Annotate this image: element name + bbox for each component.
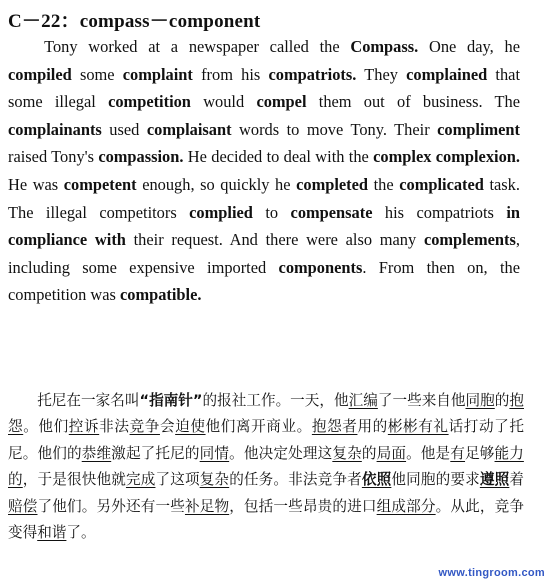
translated-term: 控诉 xyxy=(68,418,100,436)
vocab-word: complaisant xyxy=(146,119,232,139)
text-run: 会 xyxy=(159,418,176,436)
translated-term: 迫使 xyxy=(175,418,206,436)
translated-term: 完成 xyxy=(125,471,156,489)
chinese-paragraph xyxy=(8,388,524,546)
vocab-word: compatriots. xyxy=(268,64,357,84)
translated-term: 彬彬有礼 xyxy=(387,418,449,436)
text-run: 。他决定处理这 xyxy=(229,444,333,462)
translated-term: 恭维 xyxy=(81,444,112,462)
text-run: the xyxy=(368,174,400,194)
text-run: 了他们。另外还有一些 xyxy=(37,497,185,515)
vocab-word: competent xyxy=(63,174,137,194)
translated-term: 赔偿 xyxy=(8,497,38,515)
vocab-word: complaint xyxy=(122,64,193,84)
text-run: 非法 xyxy=(99,418,130,436)
text-run: his compatriots xyxy=(372,202,507,222)
text-run: He decided to deal with the xyxy=(183,147,374,167)
text-run: They xyxy=(356,64,407,84)
vocab-word: complained xyxy=(406,64,488,84)
text-run: words to move Tony. Their xyxy=(231,119,438,139)
translated-term: 补足物 xyxy=(184,497,230,515)
translated-term: 和谐 xyxy=(37,524,67,542)
vocab-word: complicated xyxy=(399,174,484,194)
vocab-word: components xyxy=(278,257,363,277)
text-run: 足够 xyxy=(465,444,495,462)
translated-term: 汇编 xyxy=(348,392,378,409)
english-passage xyxy=(8,33,520,309)
vocab-word: complex complexion. xyxy=(373,147,520,167)
text-run: enough, so quickly he xyxy=(136,174,297,194)
translated-term: 组成部分 xyxy=(376,497,436,515)
text-run: raised Tony's xyxy=(8,147,99,167)
text-run: 。从此，竞争变得 xyxy=(8,497,524,542)
text-run: 的任务。非法竞争者 xyxy=(229,471,362,489)
text-run: 他同胞的要求 xyxy=(391,471,480,489)
vocab-word: compatible. xyxy=(119,285,202,305)
text-run: ，于是很快他就 xyxy=(22,471,126,489)
translated-term: 抱怨者 xyxy=(311,418,358,436)
text-run: 了。 xyxy=(66,524,96,542)
english-paragraph xyxy=(8,33,520,309)
text-run: 了一些来自他 xyxy=(377,392,466,409)
text-run: . From then on, the competition was xyxy=(8,257,520,305)
text-run: 用的 xyxy=(357,418,388,436)
watermark: www.tingroom.com xyxy=(438,567,545,579)
text-run: 了这项 xyxy=(155,471,200,489)
text-run: used xyxy=(101,119,147,139)
section-heading: C－22：compass－component xyxy=(8,11,261,32)
text-run: from his xyxy=(192,64,269,84)
translated-term: 能力的 xyxy=(8,444,524,489)
text-run: 激起了托尼的 xyxy=(111,444,200,462)
text-run: that some illegal xyxy=(8,64,520,112)
vocab-word: compiled xyxy=(8,64,72,84)
translated-term: 局面 xyxy=(376,444,407,462)
vocab-word: complainants xyxy=(8,119,102,139)
text-run: 的 xyxy=(494,392,510,409)
vocab-word: compel xyxy=(256,92,307,112)
text-run: 着 xyxy=(509,471,524,489)
translated-term: “指南针” xyxy=(139,392,203,409)
text-run: One day, he xyxy=(418,37,520,56)
text-run: 的 xyxy=(361,444,377,462)
vocab-word: complements xyxy=(423,230,516,250)
vocab-word: Compass. xyxy=(350,37,419,56)
chinese-translation xyxy=(8,388,524,546)
text-run: 。他们 xyxy=(23,418,69,436)
text-run: task. The illegal competitors xyxy=(8,174,520,222)
text-run: 托尼在一家名叫 xyxy=(37,392,140,409)
vocab-word: complied xyxy=(189,202,253,222)
vocab-word: compliment xyxy=(437,119,521,139)
translated-term: 复杂 xyxy=(199,471,230,489)
translated-term: 有 xyxy=(450,444,466,462)
text-run: ，包括一些昂贵的进口 xyxy=(229,497,377,515)
text-run: their request. And there were also many xyxy=(125,230,424,250)
translated-term: 复杂 xyxy=(332,444,362,462)
translated-term: 抱怨 xyxy=(8,392,524,436)
vocab-word: compensate xyxy=(290,202,373,222)
text-run: 的报社工作。一天，他 xyxy=(202,392,349,409)
text-run: Tony worked at a newspaper called the xyxy=(44,37,351,56)
text-run: 他们离开商业。 xyxy=(205,418,312,436)
vocab-word: competition xyxy=(108,92,191,112)
text-run: would xyxy=(190,92,257,112)
vocab-word: completed xyxy=(296,174,369,194)
vocab-word: in compliance with xyxy=(8,202,520,250)
translated-term: 依照 xyxy=(361,471,392,489)
translated-term: 同情 xyxy=(199,444,230,462)
text-run: He was xyxy=(8,174,64,194)
text-run: them out of business. The xyxy=(306,92,520,112)
text-run: to xyxy=(252,202,291,222)
translated-term: 同胞 xyxy=(465,392,495,409)
text-run: , including some expensive imported xyxy=(8,230,520,277)
vocab-word: compassion. xyxy=(98,147,184,167)
translated-term: 竞争 xyxy=(129,418,160,436)
text-run: 。他是 xyxy=(406,444,451,462)
text-run: some xyxy=(71,64,123,84)
translated-term: 遵照 xyxy=(479,471,510,489)
text-run: 话打动了托尼。他们的 xyxy=(8,418,524,462)
